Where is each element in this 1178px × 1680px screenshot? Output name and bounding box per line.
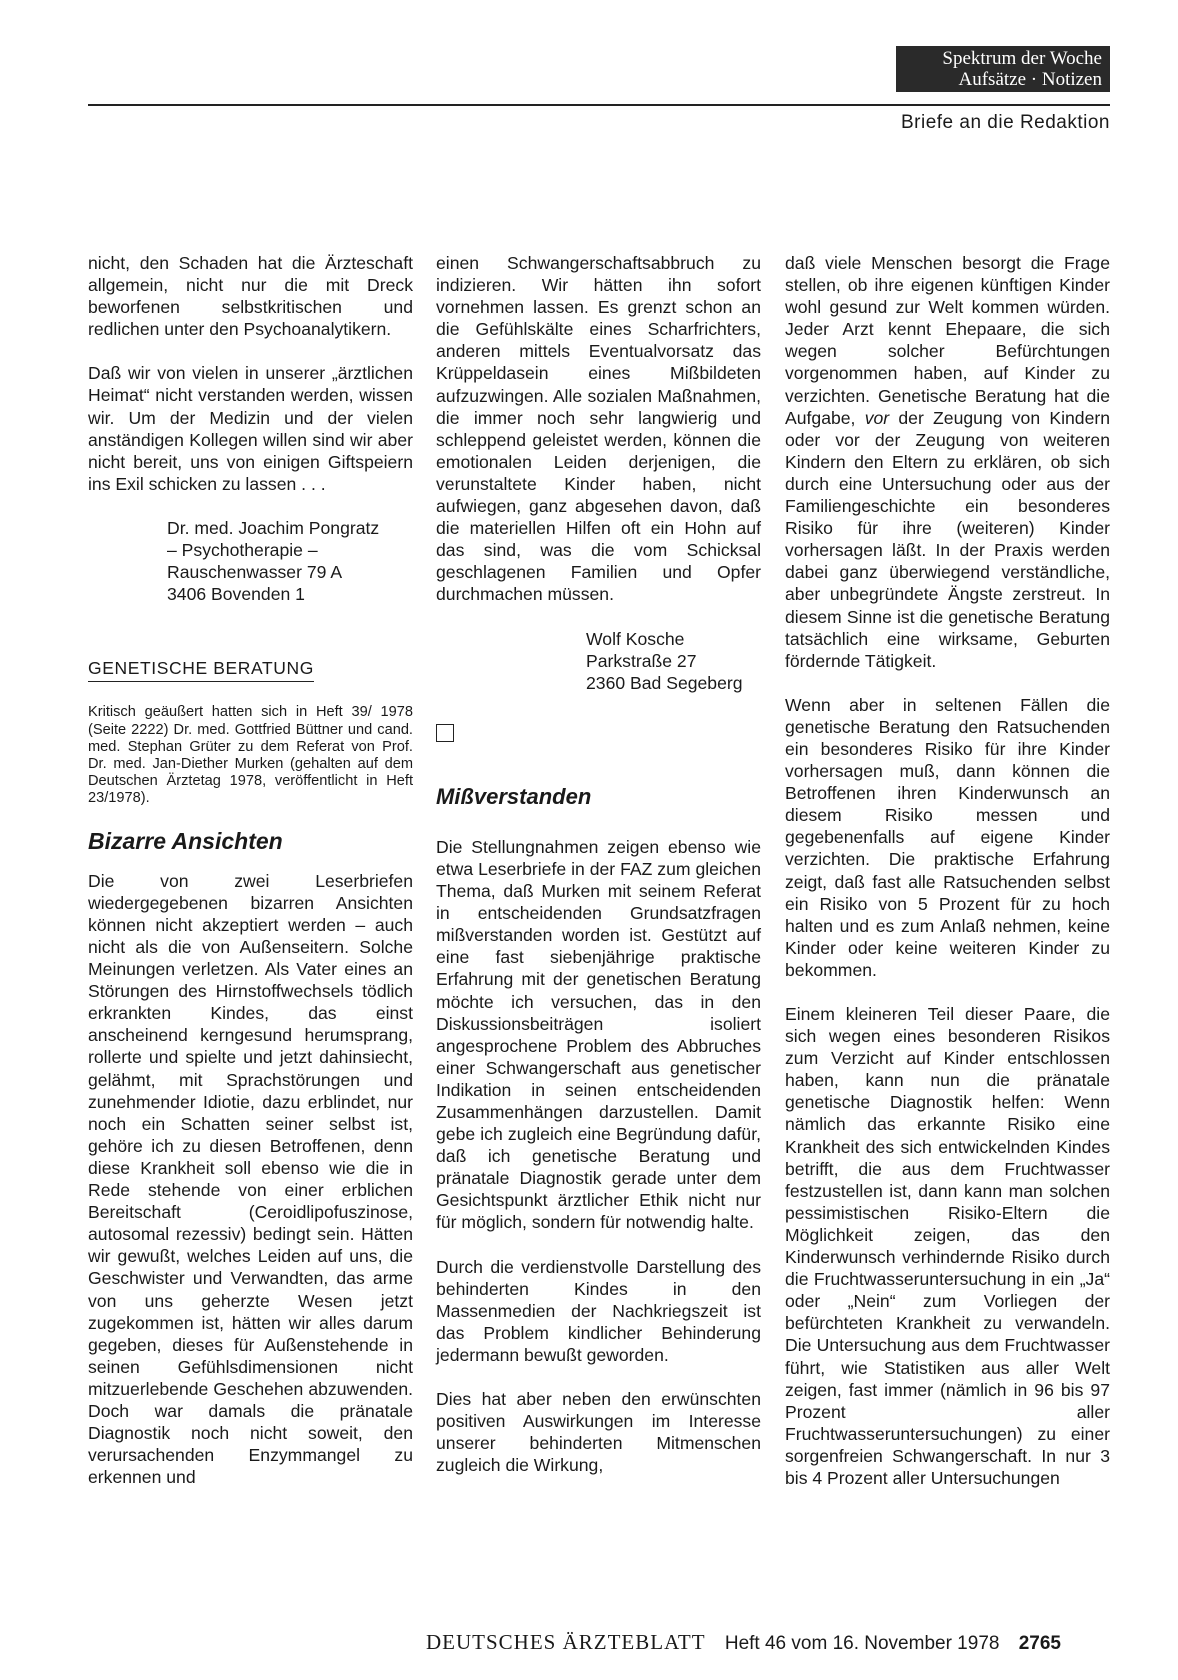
article-heading: Bizarre Ansichten (88, 827, 283, 854)
paragraph: Durch die verdienstvolle Darstellung des behinderten Kindes in den Massenmedien der Nachkriegszeit ist das Problem kindlicher Behinderung jedermann bewußt geworden. (436, 1256, 761, 1365)
signature-line: Rauschenwasser 79 A (167, 562, 343, 583)
signature-line: – Psychotherapie – (167, 540, 318, 561)
signature-block (436, 628, 761, 694)
intro-note: Kritisch geäußert hatten sich in Heft 39/ 1978 (Seite 2222) Dr. med. Gottfried Büttner und cand. med. Stephan Grüter zu dem Referat von Prof. Dr. med. Jan-Diether Murken (gehalten auf dem Deutschen Ärztetag 1978, veröffentlicht in Heft 23/1978). (88, 704, 413, 807)
text-run: daß viele Menschen besorgt die Frage stellen, ob ihre eigenen künftigen Kinder wohl gesund zur Welt kommen würden. Jeder Arzt kennt Ehepaare, die sich wegen solcher Befürchtungen vorgenommen haben, auf Kinder zu verzichten. Genetische Beratung hat die Aufgabe, (785, 253, 1110, 428)
header-rule (88, 104, 1110, 106)
emphasis: vor (864, 407, 890, 428)
article-heading: Mißverstanden (436, 783, 592, 809)
signature-line: Parkstraße 27 (586, 650, 697, 671)
page-footer (426, 1630, 1061, 1655)
paragraph: einen Schwangerschaftsabbruch zu indizieren. Wir hätten ihn sofort vornehmen lassen. Es grenzt schon an die Gefühlskälte eines Scharfrichters, anderen mittels Eventualvorsatz das Krüppeldasein eines Mißbildeten aufzuzwingen. Alle sozialen Maßnahmen, die immer noch sehr langwierig und schleppend geleistet werden, können die emotionalen Leiden derjenigen, die verunstaltete Kinder haben, nicht aufwiegen, ganz abgesehen davon, daß die materiellen Hilfen oft ein Hohn auf das sind, was die vom Schicksal geschlagenen Familien und Opfer durchmachen müssen. (436, 253, 761, 605)
square-separator-icon (436, 724, 454, 742)
section-title: Briefe an die Redaktion (900, 112, 1110, 133)
text-run: der Zeugung von Kindern oder vor der Zeugung von weiteren Kindern den Eltern zu erklären, ob sich durch eine Untersuchung oder aus der Familiengeschichte ein besonderes Risiko für ihre (weiteren) Kinder vorhersagen läßt. In der Praxis werden dabei ganz überwiegend verständliche, aber unbegründete Ängste zerstreut. In diesem Sinne ist die genetische Beratung tatsächlich eine wirksame, Geburten fördernde Tätigkeit. (785, 407, 1111, 671)
signature-line: Dr. med. Joachim Pongratz (167, 517, 380, 538)
magazine-name: DEUTSCHES ÄRZTEBLATT (426, 1630, 706, 1654)
column-2 (436, 252, 761, 1498)
paragraph: Daß wir von vielen in unserer „ärztlichen Heimat“ nicht verstanden werden, wissen wir. Um der Medizin und der vielen anständigen Kollegen willen sind wir aber nicht bereit, uns von einigen Giftspeiern ins Exil schicken zu lassen . . . (88, 363, 413, 494)
paragraph: nicht, den Schaden hat die Ärzteschaft allgemein, nicht nur die mit Dreck beworfenen selbstkritischen und redlichen unter den Psychoanalytikern. (88, 253, 413, 340)
paragraph: Wenn aber in seltenen Fällen die genetische Beratung den Ratsuchenden ein besonderes Risiko für ihre Kinder vorhersagen muß, dann können die Betroffenen ihren Kinderwunsch an diesem Risiko messen und gegebenenfalls auf eigene Kinder verzichten. Die praktische Erfahrung zeigt, daß fast alle Ratsuchenden selbst ein Risiko von 5 Prozent für zu hoch halten und es zum Anlaß nehmen, keine Kinder oder keine weiteren Kinder zu bekommen. (785, 694, 1110, 980)
paragraph: Die von zwei Leserbriefen wiedergegebenen bizarren Ansichten können nicht akzeptiert werden – auch nicht als die von Außenseitern. Solche Meinungen verletzen. Als Vater eines an Störungen des Hirnstoffwechsels tödlich erkrankten Kindes, das einst anscheinend kerngesund herumsprang, rollerte und spielte und jetzt dahinsiecht, gelähmt, mit Sprachstörungen und zunehmender Idiotie, dazu erblindet, nur noch ein Schatten seiner selbst ist, gehöre ich zu diesen Betroffenen, denn diese Krankheit soll ebenso wie die in Rede stehende von einer erblichen Bereitschaft (Ceroidlipofuszinose, autosomal rezessiv) bedingt sein. Hätten wir gewußt, welches Leiden auf uns, die Geschwister und Verwandten, das arme von uns geherzte Wesen jetzt zugekommen ist, hätten wir alles darum gegeben, dieses für Außenstehende in seinen Gefühlsdimensionen nicht mitzuerlebende Geschehen abzuwenden. Doch war damals die pränatale Diagnostik noch nicht soweit, den verursachenden Enzymmangel zu erkennen und (88, 870, 413, 1488)
signature-line: 2360 Bad Segeberg (586, 672, 743, 693)
paragraph: Dies hat aber neben den erwünschten positiven Auswirkungen im Interesse unserer behinderten Mitmenschen zugleich die Wirkung, (436, 1389, 761, 1476)
badge-line-2: Aufsätze · Notizen (958, 69, 1102, 90)
rubric-heading: GENETISCHE BERATUNG (88, 657, 314, 682)
section-badge (896, 46, 1110, 92)
column-3 (785, 252, 1110, 1511)
badge-line-1: Spektrum der Woche (942, 48, 1102, 69)
paragraph: Einem kleineren Teil dieser Paare, die sich wegen eines besonderen Risikos zum Verzicht auf Kinder entschlossen haben, kann nun die pränatale genetische Diagnostik helfen: Wenn nämlich das erkannte Risiko eine Krankheit des sich entwickelnden Kindes betrifft, die aus dem Fruchtwasser festzustellen ist, dann kann man solchen pessimistischen Risiko-Eltern die Möglichkeit zeigen, das den Kinderwunsch verhindernde Risiko durch die Fruchtwasseruntersuchung in ein „Ja“ oder „Nein“ zum Vorliegen der befürchteten Krankheit zu verwandeln. Die Untersuchung aus dem Fruchtwasser führt, wie Statistiken aus aller Welt zeigen, fast immer (nämlich in 96 bis 97 Prozent aller Fruchtwasseruntersuchungen) zu einer sorgenfreien Schwangerschaft. In nur 3 bis 4 Prozent aller Untersuchungen (785, 1004, 1110, 1488)
column-1 (88, 252, 413, 1510)
signature-line: 3406 Bovenden 1 (167, 584, 305, 605)
paragraph (785, 252, 1110, 672)
signature-block (88, 517, 413, 605)
issue-info: Heft 46 vom 16. November 1978 (724, 1633, 1000, 1654)
page-number: 2765 (1018, 1633, 1062, 1654)
paragraph: Die Stellungnahmen zeigen ebenso wie etwa Leserbriefe in der FAZ zum gleichen Thema, daß Murken mit seinem Referat in entscheidenden Grundsatzfragen mißverstanden worden ist. Gestützt auf eine fast siebenjährige praktische Erfahrung mit der genetischen Beratung möchte ich versuchen, das in den Diskussionsbeiträgen isoliert angesprochene Problem des Abbruches einer Schwangerschaft aus genetischer Indikation in seinen entscheidenden Zusammenhängen darzustellen. Damit gebe ich zugleich eine Begründung dafür, daß ich genetische Beratung und pränatale Diagnostik gerade unter dem Gesichtspunkt ärztlicher Ethik nicht nur für möglich, sondern für notwendig halte. (436, 836, 761, 1233)
signature-line: Wolf Kosche (586, 628, 685, 649)
